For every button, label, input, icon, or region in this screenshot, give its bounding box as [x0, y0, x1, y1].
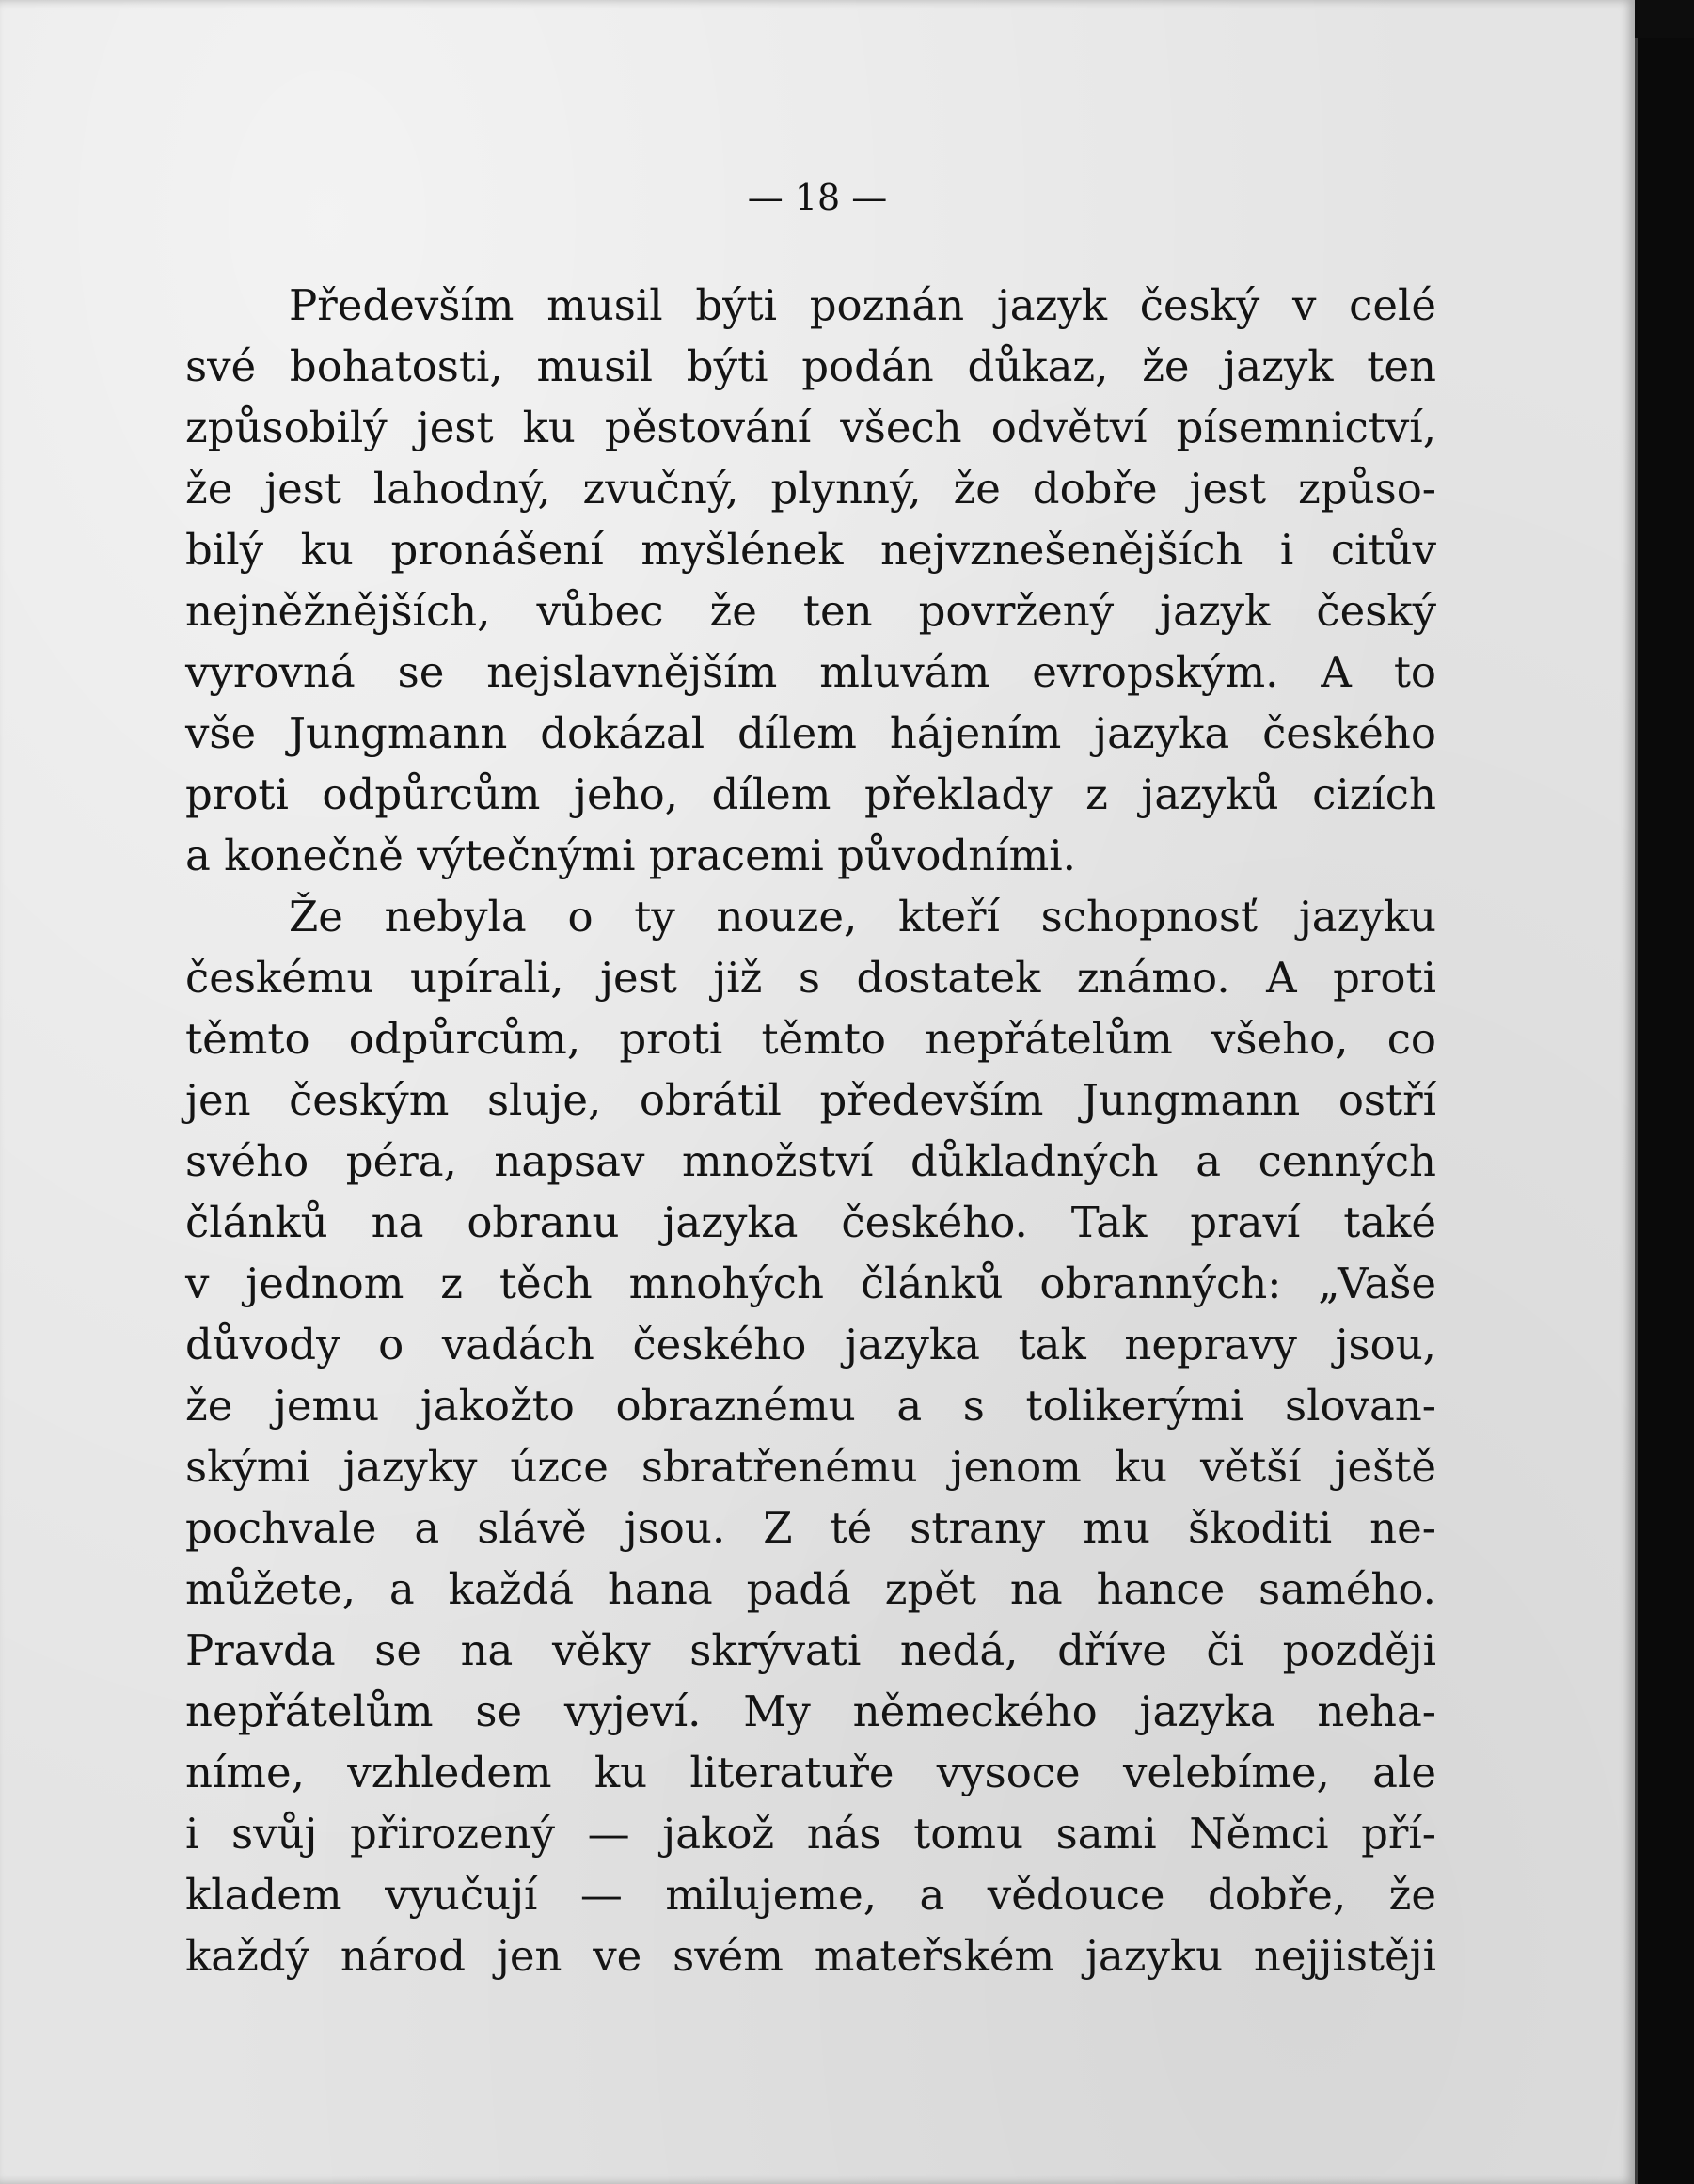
- text-line: pochvale a slávě jsou. Z té strany mu škoditi ne-: [185, 1503, 1436, 1553]
- text-line: jen českým sluje, obrátil především Jungmann ostří: [185, 1075, 1436, 1125]
- text-line: vyrovná se nejslavnějším mluvám evropským. A to: [185, 647, 1436, 697]
- text-line: bilý ku pronášení myšlének nejvznešenějších i citův: [185, 525, 1436, 575]
- text-line: proti odpůrcům jeho, dílem překlady z jazyků cizích: [185, 769, 1436, 819]
- text-line: českému upírali, jest již s dostatek známo. A proti: [185, 953, 1436, 1003]
- text-line: i svůj přirozený — jakož nás tomu sami Němci pří-: [185, 1809, 1436, 1859]
- text-line: důvody o vadách českého jazyka tak nepravy jsou,: [185, 1320, 1436, 1369]
- page-number: — 18 —: [747, 177, 888, 218]
- text-line: Především musil býti poznán jazyk český v celé: [289, 280, 1436, 330]
- book-spine-shadow: [1635, 38, 1694, 2184]
- text-line: Že nebyla o ty nouze, kteří schopnosť jazyku: [289, 892, 1436, 942]
- text-line: článků na obranu jazyka českého. Tak praví také: [185, 1197, 1436, 1247]
- text-line: každý národ jen ve svém mateřském jazyku nejjistěji: [185, 1931, 1436, 1981]
- text-line: níme, vzhledem ku literatuře vysoce velebíme, ale: [185, 1748, 1436, 1797]
- text-line: že jest lahodný, zvučný, plynný, že dobře jest způso-: [185, 464, 1436, 514]
- text-line: skými jazyky úzce sbratřenému jenom ku větší ještě: [185, 1442, 1436, 1492]
- text-line: svého péra, napsav množství důkladných a cenných: [185, 1136, 1436, 1186]
- text-line: nepřátelům se vyjeví. My německého jazyka neha-: [185, 1686, 1436, 1736]
- text-line: v jednom z těch mnohých článků obranných: „Vaše: [185, 1258, 1436, 1308]
- body-text: [185, 275, 1436, 1986]
- text-line: že jemu jakožto obraznému a s tolikerými slovan-: [185, 1381, 1436, 1431]
- text-line: můžete, a každá hana padá zpět na hance samého.: [185, 1564, 1436, 1614]
- text-line: těmto odpůrcům, proti těmto nepřátelům všeho, co: [185, 1014, 1436, 1064]
- text-line: nejněžnějších, vůbec že ten povržený jazyk český: [185, 586, 1436, 636]
- text-line: kladem vyučují — milujeme, a vědouce dobře, že: [185, 1870, 1436, 1920]
- text-line: vše Jungmann dokázal dílem hájením jazyka českého: [185, 708, 1436, 758]
- text-line: způsobilý jest ku pěstování všech odvětví písemnictví,: [185, 403, 1436, 452]
- text-line: Pravda se na věky skrývati nedá, dříve či později: [185, 1625, 1436, 1675]
- text-line: své bohatosti, musil býti podán důkaz, že jazyk ten: [185, 341, 1436, 391]
- text-line: a konečně výtečnými pracemi původními.: [185, 831, 1076, 880]
